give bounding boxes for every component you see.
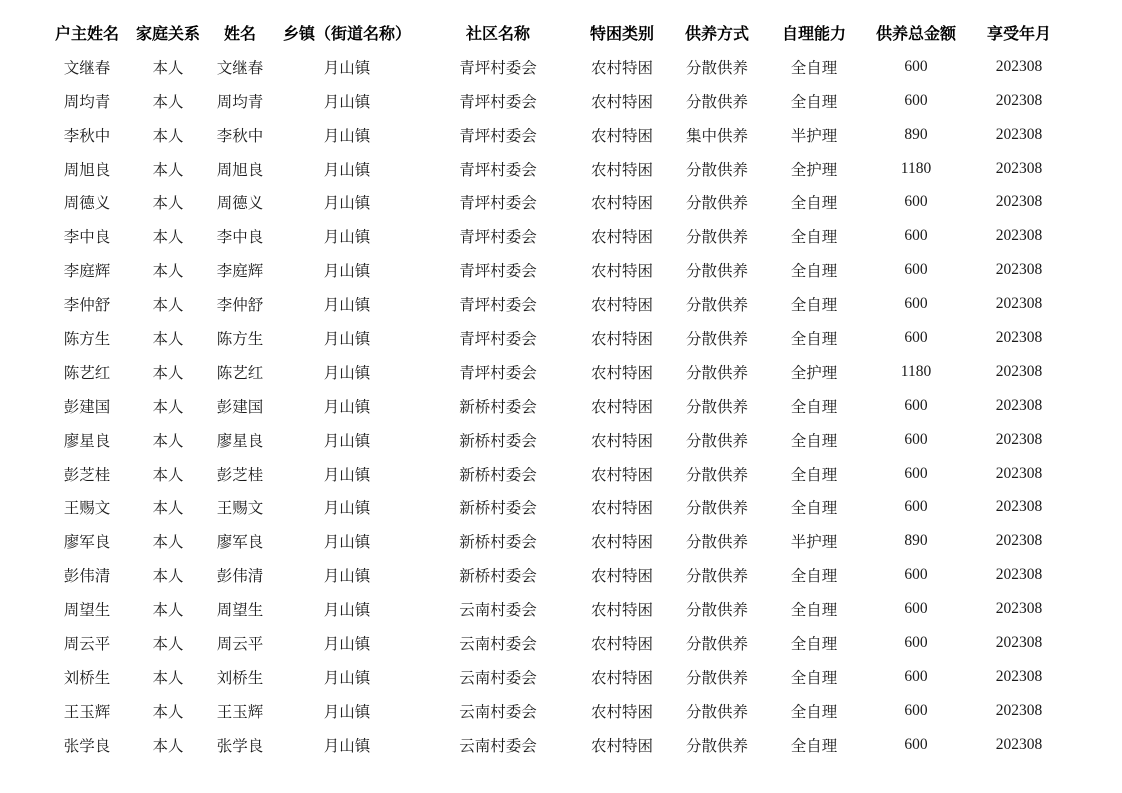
cell-self_care_ability: 全自理: [790, 195, 838, 213]
cell-community: 新桥村委会: [459, 432, 537, 450]
cell-support_method: 分散供养: [685, 59, 748, 77]
cell-support_method: 分散供养: [685, 466, 748, 484]
cell-name: 彭伟清: [216, 568, 264, 586]
cell-total_amount: 600: [904, 600, 928, 618]
table-row: [48, 490, 1072, 524]
cell-community: 云南村委会: [459, 737, 537, 755]
cell-community: 青坪村委会: [459, 263, 537, 281]
cell-name: 周云平: [216, 635, 264, 653]
cell-township: 月山镇: [323, 364, 371, 382]
cell-period: 202308: [995, 701, 1043, 719]
cell-category: 农村特困: [590, 297, 653, 315]
cell-support_method: 分散供养: [685, 703, 748, 721]
special-assistance-roster-table: [48, 16, 1072, 762]
cell-support_method: 分散供养: [685, 534, 748, 552]
cell-total_amount: 600: [904, 91, 928, 109]
cell-self_care_ability: 全自理: [790, 297, 838, 315]
cell-household_head_name: 王赐文: [63, 500, 111, 518]
cell-category: 农村特困: [590, 229, 653, 247]
cell-total_amount: 600: [904, 667, 928, 685]
cell-category: 农村特困: [590, 398, 653, 416]
cell-community: 新桥村委会: [459, 466, 537, 484]
cell-family_relation: 本人: [152, 364, 184, 382]
cell-name: 王玉辉: [216, 703, 264, 721]
cell-total_amount: 890: [904, 532, 928, 550]
cell-self_care_ability: 全自理: [790, 466, 838, 484]
cell-period: 202308: [995, 430, 1043, 448]
cell-family_relation: 本人: [152, 161, 184, 179]
cell-township: 月山镇: [323, 195, 371, 213]
cell-support_method: 分散供养: [685, 263, 748, 281]
cell-household_head_name: 刘桥生: [63, 669, 111, 687]
cell-category: 农村特困: [590, 432, 653, 450]
cell-self_care_ability: 全自理: [790, 635, 838, 653]
cell-total_amount: 600: [904, 227, 928, 245]
cell-total_amount: 600: [904, 735, 928, 753]
column-header-support_method: 供养方式: [684, 26, 749, 44]
cell-self_care_ability: 全自理: [790, 229, 838, 247]
table-header: [48, 16, 1072, 50]
cell-township: 月山镇: [323, 466, 371, 484]
cell-family_relation: 本人: [152, 500, 184, 518]
table-body: [48, 50, 1072, 762]
cell-self_care_ability: 全自理: [790, 500, 838, 518]
cell-name: 彭建国: [216, 398, 264, 416]
cell-name: 廖星良: [216, 432, 264, 450]
cell-family_relation: 本人: [152, 432, 184, 450]
cell-household_head_name: 文继春: [63, 59, 111, 77]
cell-name: 周德义: [216, 195, 264, 213]
cell-support_method: 集中供养: [685, 127, 748, 145]
cell-self_care_ability: 全自理: [790, 703, 838, 721]
cell-category: 农村特困: [590, 330, 653, 348]
cell-period: 202308: [995, 566, 1043, 584]
table-row: [48, 152, 1072, 186]
cell-name: 李秋中: [216, 127, 264, 145]
cell-community: 新桥村委会: [459, 568, 537, 586]
cell-household_head_name: 李庭辉: [63, 263, 111, 281]
cell-total_amount: 600: [904, 328, 928, 346]
column-header-name: 姓名: [223, 26, 256, 44]
table-row: [48, 524, 1072, 558]
cell-family_relation: 本人: [152, 568, 184, 586]
cell-support_method: 分散供养: [685, 737, 748, 755]
cell-community: 青坪村委会: [459, 297, 537, 315]
cell-community: 新桥村委会: [459, 398, 537, 416]
cell-category: 农村特困: [590, 568, 653, 586]
cell-community: 新桥村委会: [459, 534, 537, 552]
cell-household_head_name: 周德义: [63, 195, 111, 213]
table-row: [48, 423, 1072, 457]
cell-household_head_name: 周均青: [63, 93, 111, 111]
column-header-household_head_name: 户主姓名: [54, 26, 119, 44]
cell-total_amount: 600: [904, 430, 928, 448]
cell-total_amount: 600: [904, 295, 928, 313]
cell-name: 周均青: [216, 93, 264, 111]
cell-self_care_ability: 全自理: [790, 669, 838, 687]
cell-community: 云南村委会: [459, 669, 537, 687]
cell-category: 农村特困: [590, 161, 653, 179]
cell-family_relation: 本人: [152, 195, 184, 213]
cell-support_method: 分散供养: [685, 500, 748, 518]
cell-community: 云南村委会: [459, 635, 537, 653]
cell-township: 月山镇: [323, 669, 371, 687]
table-row: [48, 287, 1072, 321]
cell-period: 202308: [995, 193, 1043, 211]
cell-township: 月山镇: [323, 602, 371, 620]
cell-family_relation: 本人: [152, 466, 184, 484]
cell-household_head_name: 彭伟清: [63, 568, 111, 586]
cell-community: 青坪村委会: [459, 229, 537, 247]
cell-community: 青坪村委会: [459, 195, 537, 213]
cell-category: 农村特困: [590, 737, 653, 755]
cell-family_relation: 本人: [152, 59, 184, 77]
cell-period: 202308: [995, 362, 1043, 380]
cell-community: 青坪村委会: [459, 127, 537, 145]
cell-household_head_name: 陈方生: [63, 330, 111, 348]
cell-name: 廖军良: [216, 534, 264, 552]
table-row: [48, 355, 1072, 389]
cell-family_relation: 本人: [152, 127, 184, 145]
cell-township: 月山镇: [323, 534, 371, 552]
cell-total_amount: 600: [904, 498, 928, 516]
cell-period: 202308: [995, 328, 1043, 346]
table-row: [48, 321, 1072, 355]
table-row: [48, 660, 1072, 694]
cell-self_care_ability: 全自理: [790, 737, 838, 755]
cell-community: 新桥村委会: [459, 500, 537, 518]
cell-period: 202308: [995, 735, 1043, 753]
cell-support_method: 分散供养: [685, 195, 748, 213]
table-row: [48, 457, 1072, 491]
cell-total_amount: 600: [904, 566, 928, 584]
cell-household_head_name: 彭芝桂: [63, 466, 111, 484]
cell-name: 陈艺红: [216, 364, 264, 382]
cell-period: 202308: [995, 295, 1043, 313]
cell-family_relation: 本人: [152, 297, 184, 315]
cell-family_relation: 本人: [152, 669, 184, 687]
cell-category: 农村特困: [590, 195, 653, 213]
cell-township: 月山镇: [323, 432, 371, 450]
cell-period: 202308: [995, 261, 1043, 279]
column-header-period: 享受年月: [986, 26, 1051, 44]
cell-name: 彭芝桂: [216, 466, 264, 484]
cell-township: 月山镇: [323, 737, 371, 755]
cell-category: 农村特困: [590, 59, 653, 77]
cell-support_method: 分散供养: [685, 229, 748, 247]
cell-family_relation: 本人: [152, 229, 184, 247]
cell-total_amount: 890: [904, 125, 928, 143]
cell-township: 月山镇: [323, 229, 371, 247]
cell-township: 月山镇: [323, 398, 371, 416]
cell-township: 月山镇: [323, 263, 371, 281]
cell-household_head_name: 王玉辉: [63, 703, 111, 721]
cell-township: 月山镇: [323, 500, 371, 518]
cell-household_head_name: 周旭良: [63, 161, 111, 179]
cell-household_head_name: 李中良: [63, 229, 111, 247]
table-row: [48, 592, 1072, 626]
cell-support_method: 分散供养: [685, 364, 748, 382]
cell-name: 文继春: [216, 59, 264, 77]
cell-self_care_ability: 全护理: [790, 161, 838, 179]
cell-period: 202308: [995, 159, 1043, 177]
cell-household_head_name: 陈艺红: [63, 364, 111, 382]
table-row: [48, 185, 1072, 219]
cell-self_care_ability: 全自理: [790, 568, 838, 586]
column-header-self_care_ability: 自理能力: [781, 26, 846, 44]
cell-township: 月山镇: [323, 161, 371, 179]
cell-total_amount: 600: [904, 261, 928, 279]
cell-township: 月山镇: [323, 297, 371, 315]
cell-category: 农村特困: [590, 635, 653, 653]
column-header-family_relation: 家庭关系: [135, 26, 200, 44]
cell-household_head_name: 彭建国: [63, 398, 111, 416]
cell-family_relation: 本人: [152, 398, 184, 416]
cell-community: 青坪村委会: [459, 364, 537, 382]
cell-total_amount: 600: [904, 633, 928, 651]
cell-name: 张学良: [216, 737, 264, 755]
table-row: [48, 626, 1072, 660]
cell-self_care_ability: 全自理: [790, 432, 838, 450]
cell-family_relation: 本人: [152, 703, 184, 721]
cell-support_method: 分散供养: [685, 161, 748, 179]
cell-community: 青坪村委会: [459, 161, 537, 179]
cell-category: 农村特困: [590, 534, 653, 552]
cell-family_relation: 本人: [152, 635, 184, 653]
column-header-township: 乡镇（街道名称）: [282, 26, 411, 44]
cell-total_amount: 600: [904, 396, 928, 414]
cell-township: 月山镇: [323, 127, 371, 145]
cell-total_amount: 600: [904, 701, 928, 719]
table-row: [48, 694, 1072, 728]
cell-period: 202308: [995, 498, 1043, 516]
cell-self_care_ability: 全自理: [790, 59, 838, 77]
cell-support_method: 分散供养: [685, 330, 748, 348]
cell-self_care_ability: 全自理: [790, 398, 838, 416]
cell-category: 农村特困: [590, 364, 653, 382]
cell-township: 月山镇: [323, 330, 371, 348]
cell-household_head_name: 廖军良: [63, 534, 111, 552]
cell-family_relation: 本人: [152, 602, 184, 620]
cell-household_head_name: 廖星良: [63, 432, 111, 450]
cell-township: 月山镇: [323, 59, 371, 77]
cell-support_method: 分散供养: [685, 432, 748, 450]
cell-self_care_ability: 全自理: [790, 263, 838, 281]
cell-category: 农村特困: [590, 263, 653, 281]
table-header-row: [48, 16, 1072, 50]
table-row: [48, 219, 1072, 253]
cell-period: 202308: [995, 600, 1043, 618]
cell-support_method: 分散供养: [685, 669, 748, 687]
cell-community: 云南村委会: [459, 602, 537, 620]
cell-family_relation: 本人: [152, 330, 184, 348]
cell-support_method: 分散供养: [685, 398, 748, 416]
cell-household_head_name: 周望生: [63, 602, 111, 620]
cell-name: 陈方生: [216, 330, 264, 348]
cell-support_method: 分散供养: [685, 568, 748, 586]
cell-township: 月山镇: [323, 93, 371, 111]
cell-support_method: 分散供养: [685, 635, 748, 653]
cell-township: 月山镇: [323, 703, 371, 721]
cell-period: 202308: [995, 532, 1043, 550]
cell-community: 青坪村委会: [459, 330, 537, 348]
table-row: [48, 118, 1072, 152]
cell-category: 农村特困: [590, 703, 653, 721]
cell-family_relation: 本人: [152, 534, 184, 552]
cell-total_amount: 600: [904, 464, 928, 482]
cell-household_head_name: 周云平: [63, 635, 111, 653]
cell-community: 青坪村委会: [459, 93, 537, 111]
cell-period: 202308: [995, 464, 1043, 482]
cell-period: 202308: [995, 396, 1043, 414]
cell-self_care_ability: 全自理: [790, 93, 838, 111]
cell-period: 202308: [995, 57, 1043, 75]
cell-period: 202308: [995, 633, 1043, 651]
cell-name: 刘桥生: [216, 669, 264, 687]
cell-community: 青坪村委会: [459, 59, 537, 77]
table-row: [48, 728, 1072, 762]
cell-period: 202308: [995, 91, 1043, 109]
cell-category: 农村特困: [590, 500, 653, 518]
cell-category: 农村特困: [590, 466, 653, 484]
column-header-category: 特困类别: [589, 26, 654, 44]
cell-name: 周旭良: [216, 161, 264, 179]
cell-name: 李仲舒: [216, 297, 264, 315]
cell-category: 农村特困: [590, 93, 653, 111]
cell-self_care_ability: 半护理: [790, 127, 838, 145]
cell-support_method: 分散供养: [685, 297, 748, 315]
cell-total_amount: 1180: [900, 159, 932, 177]
cell-household_head_name: 张学良: [63, 737, 111, 755]
cell-family_relation: 本人: [152, 263, 184, 281]
cell-period: 202308: [995, 667, 1043, 685]
cell-category: 农村特困: [590, 669, 653, 687]
table-row: [48, 389, 1072, 423]
cell-township: 月山镇: [323, 635, 371, 653]
table-row: [48, 84, 1072, 118]
cell-self_care_ability: 全自理: [790, 330, 838, 348]
cell-category: 农村特困: [590, 602, 653, 620]
cell-self_care_ability: 全护理: [790, 364, 838, 382]
cell-total_amount: 1180: [900, 362, 932, 380]
table-row: [48, 558, 1072, 592]
table-row: [48, 253, 1072, 287]
cell-family_relation: 本人: [152, 93, 184, 111]
cell-total_amount: 600: [904, 193, 928, 211]
cell-support_method: 分散供养: [685, 93, 748, 111]
cell-total_amount: 600: [904, 57, 928, 75]
cell-household_head_name: 李秋中: [63, 127, 111, 145]
cell-self_care_ability: 半护理: [790, 534, 838, 552]
cell-self_care_ability: 全自理: [790, 602, 838, 620]
cell-period: 202308: [995, 227, 1043, 245]
table-row: [48, 50, 1072, 84]
cell-name: 李庭辉: [216, 263, 264, 281]
column-header-total_amount: 供养总金额: [875, 26, 956, 44]
cell-period: 202308: [995, 125, 1043, 143]
cell-community: 云南村委会: [459, 703, 537, 721]
cell-township: 月山镇: [323, 568, 371, 586]
cell-family_relation: 本人: [152, 737, 184, 755]
cell-name: 李中良: [216, 229, 264, 247]
cell-support_method: 分散供养: [685, 602, 748, 620]
column-header-community: 社区名称: [465, 26, 530, 44]
cell-category: 农村特困: [590, 127, 653, 145]
cell-name: 周望生: [216, 602, 264, 620]
cell-name: 王赐文: [216, 500, 264, 518]
cell-household_head_name: 李仲舒: [63, 297, 111, 315]
